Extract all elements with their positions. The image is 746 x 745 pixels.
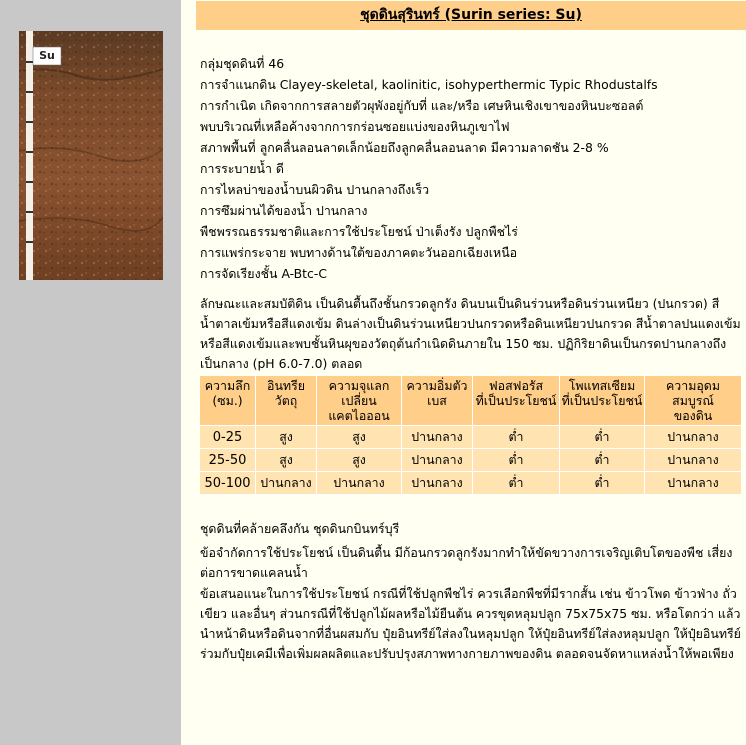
col-header-cec: ความจุแลก เปลี่ยน แคตไอออน [317,376,402,426]
series-sign-label: Su [39,49,55,62]
similar-series-line: ชุดดินที่คล้ายคลึงกัน ชุดดินกบินทร์บุรี [200,521,400,536]
col-header-depth: ความลึก (ซม.) [200,376,256,426]
runoff-line: การไหลบ่าของน้ำบนผิวดิน ปานกลางถึงเร็ว [200,182,430,197]
col-header-base-saturation: ความอิ่มตัว เบส [402,376,473,426]
soil-group-line: กลุ่มชุดดินที่ 46 [200,56,285,71]
cell-depth: 25-50 [200,449,256,472]
col-header-phosphorus: ฟอสฟอรัส ที่เป็นประโยชน์ [473,376,560,426]
page-title: ชุดดินสุรินทร์ (Surin series: Su) [360,7,582,23]
horizon-sequence-line: การจัดเรียงชั้น A-Btc-C [200,266,327,281]
cell-potassium: ต่ำ [560,449,645,472]
cell-depth: 50-100 [200,472,256,495]
cell-organic-matter: สูง [256,449,317,472]
table-row [200,426,742,449]
cell-base-saturation: ปานกลาง [402,472,473,495]
cell-base-saturation: ปานกลาง [402,449,473,472]
cell-phosphorus: ต่ำ [473,426,560,449]
soil-profile-image [19,31,163,280]
left-panel [0,0,181,745]
cell-phosphorus: ต่ำ [473,472,560,495]
title-bar [196,1,746,30]
col-header-fertility: ความอุดม สมบูรณ์ ของดิน [645,376,742,426]
classification-line: การจำแนกดิน Clayey-skeletal, kaolinitic, isohyperthermic Typic Rhodustalfs [200,77,658,92]
cell-organic-matter: สูง [256,426,317,449]
vegetation-line: พืชพรรณธรรมชาติและการใช้ประโยชน์ ป่าเต็งรัง ปลูกพืชไร่ [200,224,518,239]
soil-characteristics-paragraph: ลักษณะและสมบัติดิน เป็นดินตื้นถึงชั้นกรวดลูกรัง ดินบนเป็นดินร่วนหรือดินร่วนเหนียว (ปนกรวด) สีน้ำตาลเข้มหรือสีแดงเข้ม ดินล่างเป็นดินร่วนเหนียวปนกรวดหรือดินเหนียวปนกรวด สีน้ำตาลปนแดงเข้มหรือสีแดงเข้มและพบชั้นหินผุของวัตถุต้นกำเนิดดินภายใน 150 ซม. ปฏิกิริยาดินเป็นกรดปานกลางถึงเป็นกลาง (pH 6.0-7.0) ตลอด [200,296,741,371]
cell-organic-matter: ปานกลาง [256,472,317,495]
cell-fertility: ปานกลาง [645,449,742,472]
soil-profile-photo [19,31,163,280]
col-header-organic-matter: อินทรีย วัตถุ [256,376,317,426]
cell-cec: ปานกลาง [317,472,402,495]
distribution-line: การแพร่กระจาย พบทางด้านใต้ของภาคตะวันออกเฉียงเหนือ [200,245,518,260]
cell-depth: 0-25 [200,426,256,449]
location-line: พบบริเวณที่เหลือค้างจากการกร่อนซอยแบ่งของหินภูเขาไฟ [200,119,510,134]
table-row [200,449,742,472]
cell-fertility: ปานกลาง [645,426,742,449]
topography-line: สภาพพื้นที่ ลูกคลื่นลอนลาดเล็กน้อยถึงลูกคลื่นลอนลาด มีความลาดชัน 2-8 % [200,140,609,155]
table-row [200,472,742,495]
drainage-line: การระบายน้ำ ดี [200,161,284,176]
soil-fertility-table [200,376,742,495]
cell-cec: สูง [317,426,402,449]
cell-base-saturation: ปานกลาง [402,426,473,449]
limitation-paragraph: ข้อจำกัดการใช้ประโยชน์ เป็นดินตื้น มีก้อนกรวดลูกรังมากทำให้ขัดขวางการเจริญเติบโตของพืช เสี่ยงต่อการขาดแคลนน้ำ [200,545,733,580]
cell-potassium: ต่ำ [560,426,645,449]
cell-fertility: ปานกลาง [645,472,742,495]
permeability-line: การซึมผ่านได้ของน้ำ ปานกลาง [200,203,368,218]
cell-phosphorus: ต่ำ [473,449,560,472]
table-header-row [200,376,742,426]
cell-cec: สูง [317,449,402,472]
cell-potassium: ต่ำ [560,472,645,495]
col-header-potassium: โพแทสเซียม ที่เป็นประโยชน์ [560,376,645,426]
origin-line: การกำเนิด เกิดจากการสลายตัวผุพังอยู่กับที่ และ/หรือ เศษหินเชิงเขาของหินบะซอลต์ [200,98,644,113]
suggestion-paragraph: ข้อเสนอแนะในการใช้ประโยชน์ กรณีที่ใช้ปลูกพืชไร่ ควรเลือกพืชที่มีรากสั้น เช่น ข้าวโพด ข้าวฟ่าง ถั่วเขียว และอื่นๆ ส่วนกรณีที่ใช้ปลูกไม้ผลหรือไม้ยืนต้น ควรขุดหลุมปลูก 75x75x75 ซม. หรือโตกว่า แล้วนำหน้าดินหรือดินจากที่อื่นผสมกับ ปุ๋ยอินทรีย์ใส่ลงในหลุมปลูก ให้ปุ๋ยอินทรีย์ใส่ลงหลุมปลูก ให้ปุ๋ยอินทรีย์ร่วมกับปุ๋ยเคมีเพื่อเพิ่มผลผลิตและปรับปรุงสภาพทางกายภาพของดิน ตลอดจนจัดหาแหล่งน้ำให้พอเพียง [200,586,741,661]
